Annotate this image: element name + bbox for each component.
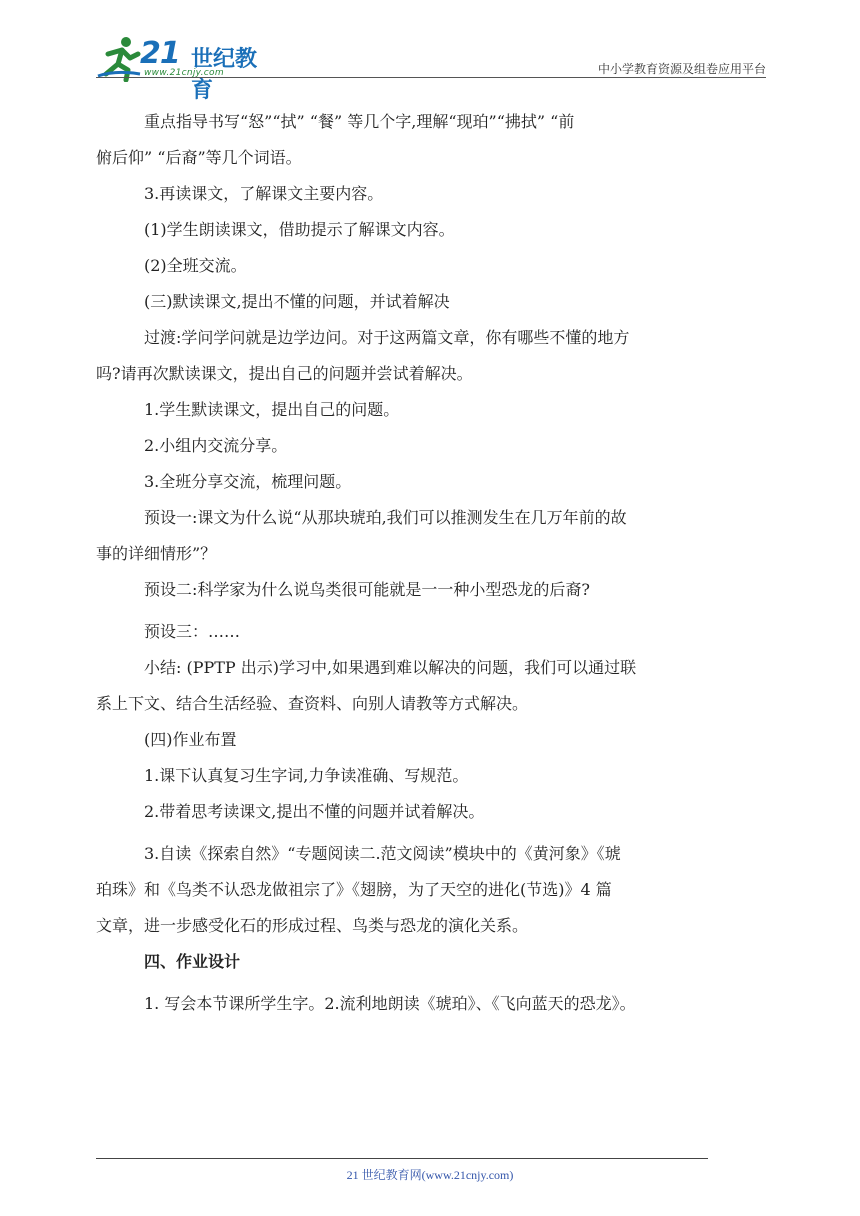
- page-footer: 21 世纪教育网(www.21cnjy.com): [346, 1168, 514, 1182]
- section-heading: (三)默读课文,提出不懂的问题，并试着解决: [144, 292, 450, 311]
- text-line: 重点指导书写“怒”“拭” “餐” 等几个字,理解“现珀”“拂拭” “前: [144, 112, 575, 131]
- text-line: 1. 写会本节课所学生字。2.流利地朗读《琥珀》、《飞向蓝天的恐龙》。: [144, 994, 636, 1013]
- text-line: 预设三：……: [144, 622, 241, 641]
- text-line: (2)全班交流。: [144, 256, 247, 275]
- runner-icon: [96, 34, 144, 82]
- logo-url: www.21cnjy.com: [144, 68, 224, 78]
- text-line: 过渡:学问学问就是边学边问。对于这两篇文章，你有哪些不懂的地方: [144, 328, 630, 347]
- platform-title: 中小学教育资源及组卷应用平台: [597, 62, 766, 76]
- text-line: 3.自读《探索自然》“专题阅读二.范文阅读”模块中的《黄河象》《琥: [144, 844, 621, 863]
- text-line: 3.再读课文，了解课文主要内容。: [144, 184, 384, 203]
- document-body: [96, 104, 766, 1022]
- text-line: 俯后仰” “后裔”等几个词语。: [96, 148, 302, 167]
- logo-number: 21: [140, 36, 180, 71]
- site-logo: [96, 32, 266, 103]
- text-line: 1.课下认真复习生字词,力争读准确、写规范。: [144, 766, 469, 785]
- text-line: 小结: (PPTP 出示)学习中,如果遇到难以解决的问题，我们可以通过联: [144, 658, 637, 677]
- text-line: 3.全班分享交流，梳理问题。: [144, 472, 352, 491]
- text-line: 系上下文、结合生活经验、查资料、向别人请教等方式解决。: [96, 694, 529, 713]
- logo-text: 世纪教育: [191, 47, 258, 103]
- footer-divider: [96, 1158, 708, 1159]
- text-line: 2.带着思考读课文,提出不懂的问题并试着解决。: [144, 802, 485, 821]
- text-line: 珀珠》和《鸟类不认恐龙做祖宗了》《翅膀，为了天空的进化(节选)》4 篇: [96, 880, 612, 899]
- text-line: 吗?请再次默读课文，提出自己的问题并尝试着解决。: [96, 364, 473, 383]
- section-heading: 四、作业设计: [144, 952, 241, 971]
- text-line: 预设二:科学家为什么说鸟类很可能就是一一种小型恐龙的后裔?: [144, 580, 590, 599]
- section-heading: (四)作业布置: [144, 730, 237, 749]
- text-line: (1)学生朗读课文，借助提示了解课文内容。: [144, 220, 455, 239]
- text-line: 文章，进一步感受化石的形成过程、鸟类与恐龙的演化关系。: [96, 916, 529, 935]
- page-header: [96, 32, 766, 103]
- text-line: 事的详细情形”？: [96, 544, 217, 563]
- header-divider: [96, 77, 766, 78]
- text-line: 1.学生默读课文，提出自己的问题。: [144, 400, 400, 419]
- text-line: 预设一:课文为什么说“从那块琥珀,我们可以推测发生在几万年前的故: [144, 508, 627, 527]
- text-line: 2.小组内交流分享。: [144, 436, 288, 455]
